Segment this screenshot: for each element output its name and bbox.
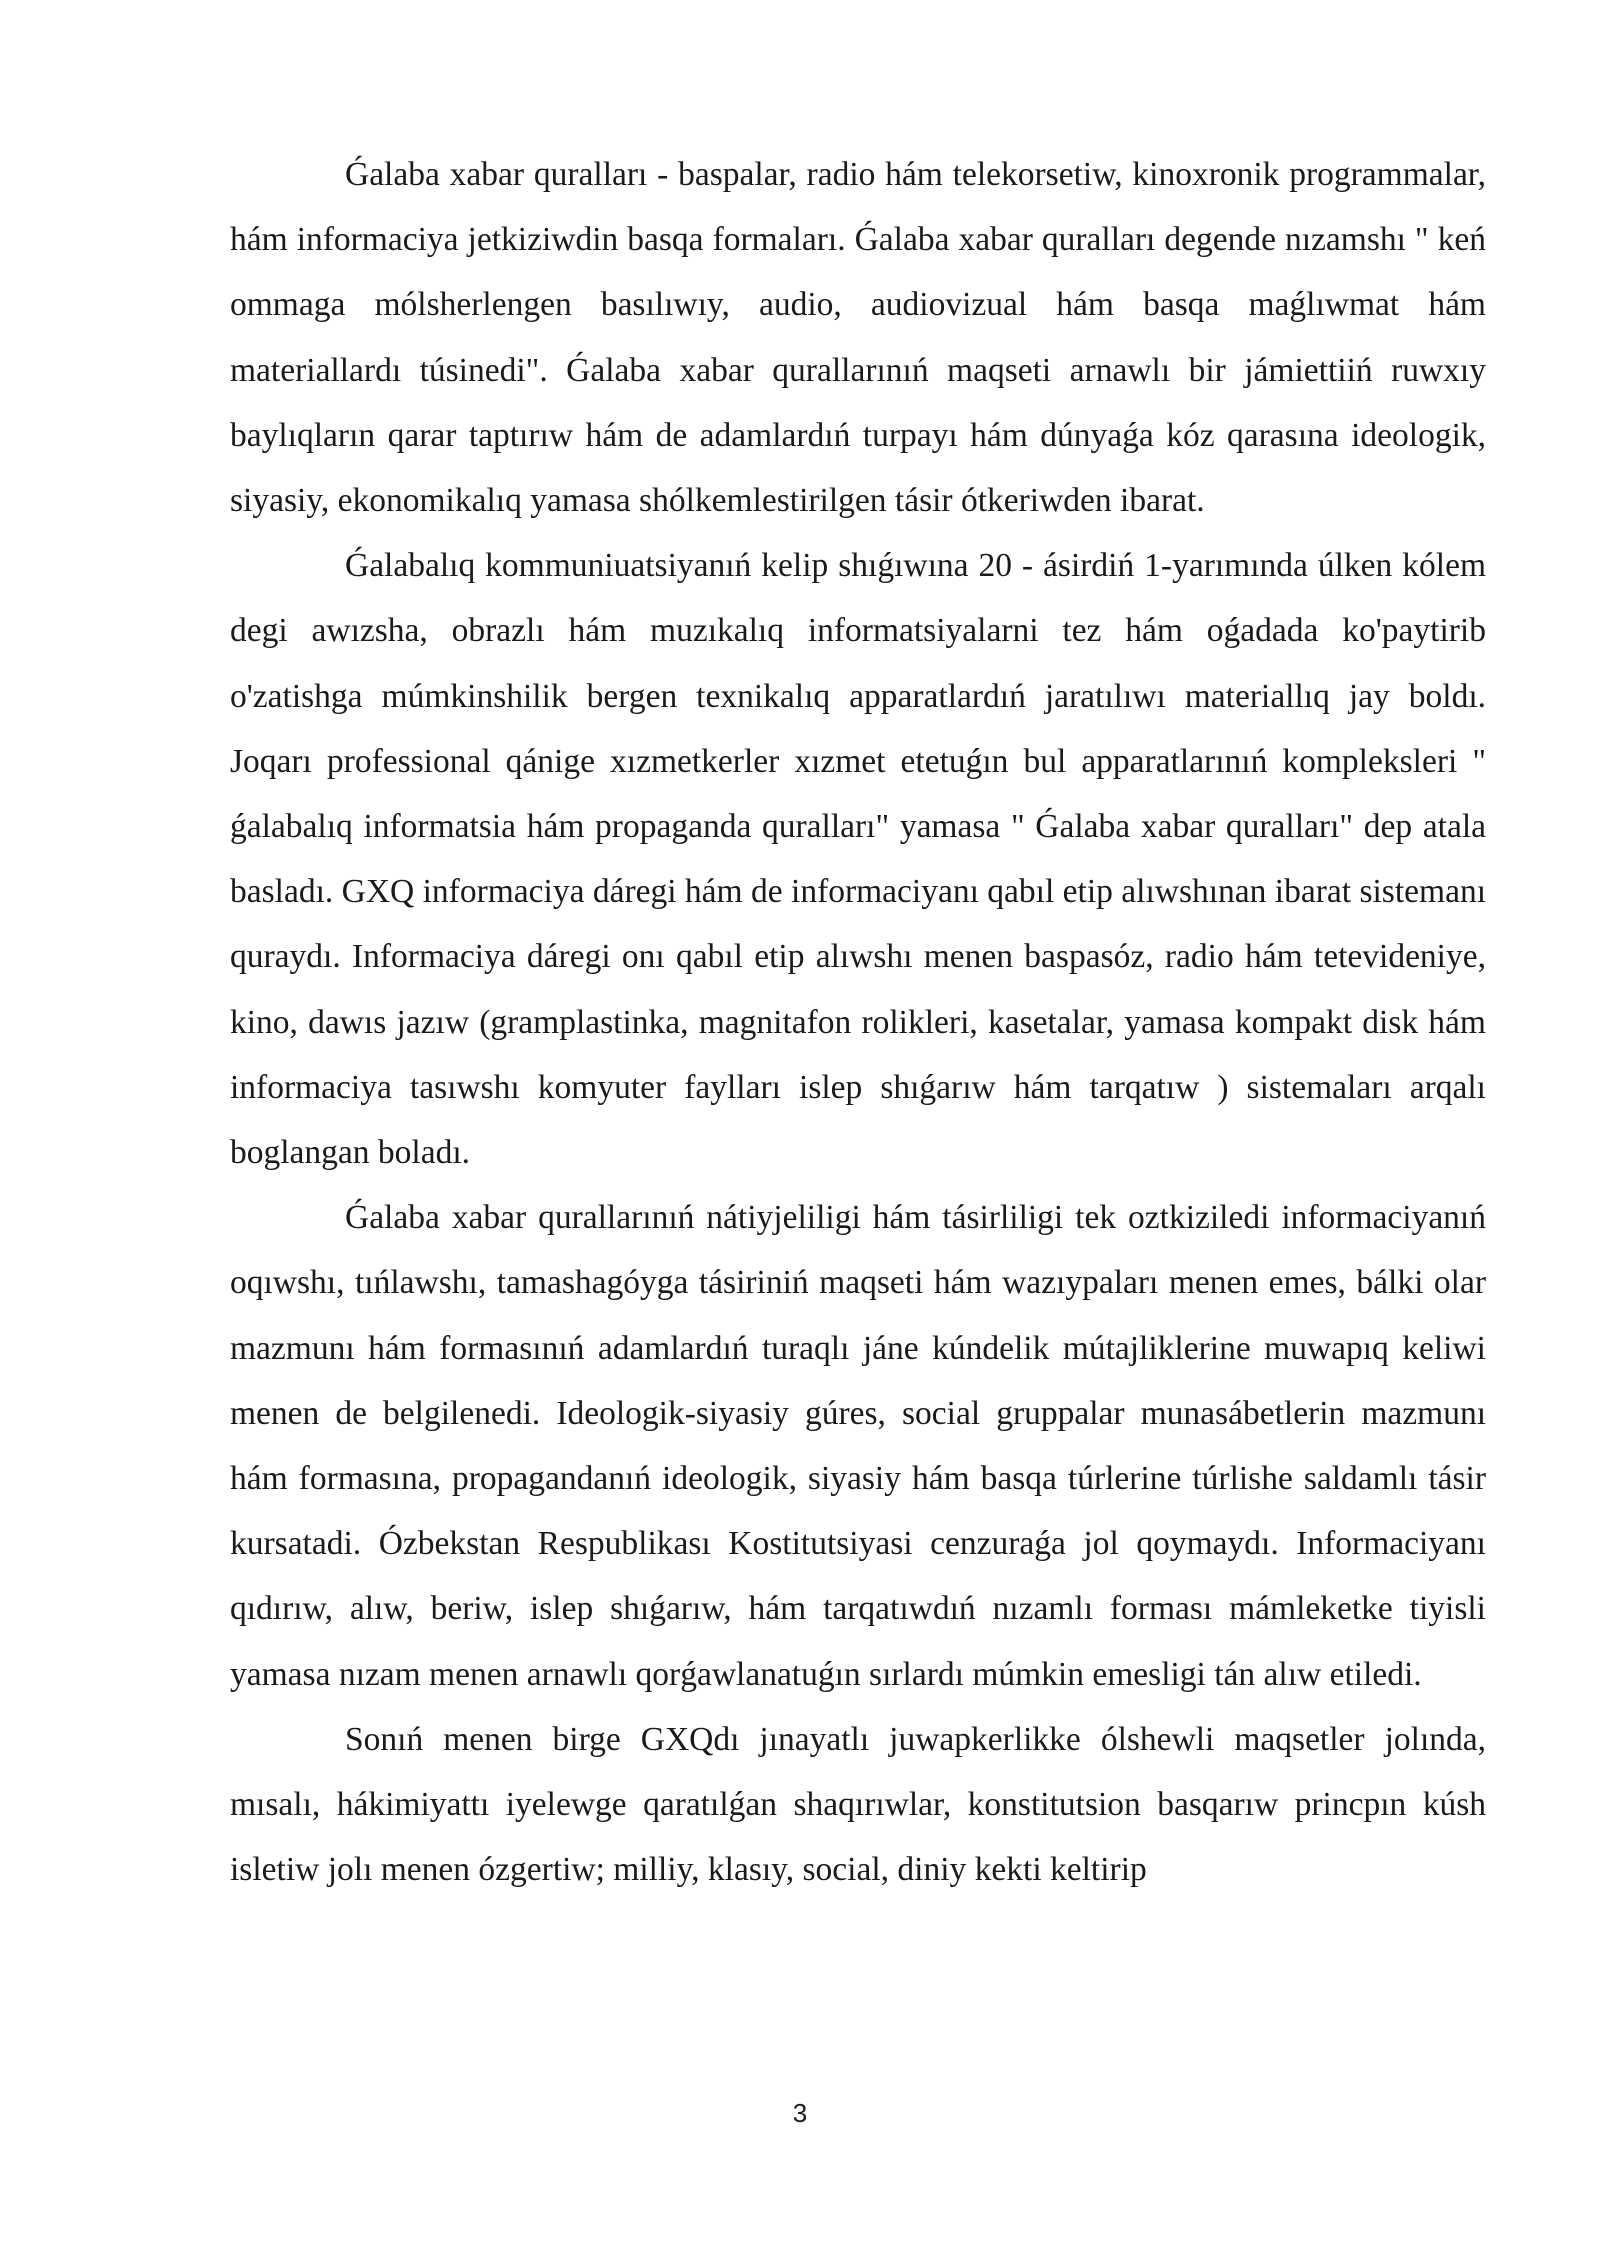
paragraph-4: Sonıń menen birge GXQdı jınayatlı juwapkerlikke ólshewli maqsetler jolında, mısalı, hákimiyattı iyelewge qaratılǵan shaqırıwlar, konstitutsion basqarıw princpın kúsh isletiw jolı menen ózgertiw; milliy, klasıy, social, diniy kekti keltirip bbox=[230, 1720, 1486, 1889]
page-number: 3 bbox=[792, 2098, 808, 2128]
paragraph-1: Ǵalaba xabar quralları - baspalar, radio hám telekorsetiw, kinoxronik programmalar, hám informaciya jetkiziwdin basqa formaları. Ǵalaba xabar quralları degende nızamshı " keń ommaga mólsherlengen basılıwıy, audio, audiovizual hám basqa maǵlıwmat hám materiallardı túsinedi". Ǵalaba xabar qurallarınıń maqseti arnawlı bir jámiettiiń ruwxıy baylıqların qarar taptırıw hám de adamlardıń turpayı hám dúnyaǵa kóz qarasına ideologik, siyasiy, ekonomikalıq yamasa shólkemlestirilgen tásir ótkeriwden ibarat. bbox=[230, 156, 1486, 520]
body-text bbox=[230, 142, 1486, 1902]
paragraph-2: Ǵalabalıq kommuniuatsiyanıń kelip shıǵıwına 20 - ásirdiń 1-yarımında úlken kólem degi awızsha, obrazlı hám muzıkalıq informatsiyalarni tez hám oǵadada ko'paytirib o'zatishga múmkinshilik bergen texnikalıq apparatlardıń jaratılıwı materiallıq jay boldı. Joqarı professional qánige xızmetkerler xızmet etetuǵın bul apparatlarınıń kompleksleri " ǵalabalıq informatsia hám propaganda quralları" yamasa " Ǵalaba xabar quralları" dep atala basladı. GXQ informaciya dáregi hám de informaciyanı qabıl etip alıwshınan ibarat sistemanı quraydı. Informaciya dáregi onı qabıl etip alıwshı menen baspasóz, radio hám tetevideniye, kino, dawıs jazıw (gramplastinka, magnitafon rolikleri, kasetalar, yamasa kompakt disk hám informaciya tasıwshı komyuter faylları islep shıǵarıw hám tarqatıw ) sistemaları arqalı boglangan boladı. bbox=[230, 547, 1486, 1172]
paragraph-3: Ǵalaba xabar qurallarınıń nátiyjeliligi hám tásirliligi tek oztkiziledi informaciyanıń oqıwshı, tıńlawshı, tamashagóyga tásiriniń maqseti hám wazıypaları menen emes, bálki olar mazmunı hám formasınıń adamlardıń turaqlı jáne kúndelik mútajliklerine muwapıq keliwi menen de belgilenedi. Ideologik-siyasiy gúres, social gruppalar munasábetlerin mazmunı hám formasına, propagandanıń ideologik, siyasiy hám basqa túrlerine túrlishe saldamlı tásir kursatadi. Ózbekstan Respublikası Kostitutsiyasi cenzuraǵa jol qoymaydı. Informaciyanı qıdırıw, alıw, beriw, islep shıǵarıw, hám tarqatıwdıń nızamlı forması mámleketke tiyisli yamasa nızam menen arnawlı qorǵawlanatuǵın sırlardı múmkin emesligi tán alıw etiledi. bbox=[230, 1199, 1486, 1693]
